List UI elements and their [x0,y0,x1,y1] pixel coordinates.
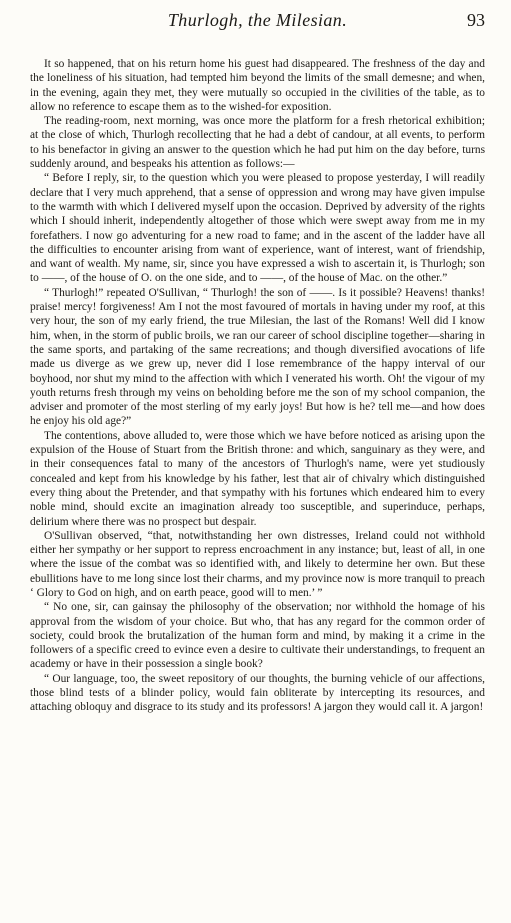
page-header [30,10,485,38]
page-number: 93 [467,10,485,30]
running-title: Thurlogh, the Milesian. [167,10,348,30]
paragraph: It so happened, that on his return home his guest had disappeared. The freshness of the day and the loneliness of his situation, had tempted him beyond the limits of the small demesne; and when, in the evening, again they met, they were mutually so occupied in the civilities of the table, as to allow no reference to escape them as to the wished-for exposition. [30,58,485,113]
paragraph: The reading-room, next morning, was once more the platform for a fresh rhetorical exhibition; at the close of which, Thurlogh recollecting that he had a debt of candour, at all events, to perform to his benefactor in giving an answer to the question which he had put him on the day before, turns suddenly around, and bespeaks his attention as follows:— [30,115,485,171]
paragraph: “ Before I reply, sir, to the question which you were pleased to propose yesterday, I will readily declare that I very much apprehend, that a sense of oppression and wrong may have given impulse to the warmth with which I delivered myself upon the occasion. Deprived by adversity of the rights which I should inherit, independently altogether of those which were swept away from me in my forefathers. I now go adventuring for a new road to fame; and in the ascent of the ladder have all the difficulties to encounter arising from want of experience, want of interest, want of friendship, and want of wealth. My name, sir, since you have expressed a wish to ascertain it, is Thurlogh; son to ——, of the house of O. on the one side, and to ——, of the house of Mac. on the other.” [30,172,485,285]
paragraph: O'Sullivan observed, “that, notwithstanding her own distresses, Ireland could not withhold either her sympathy or her support to repress encroachment in any instance; but, least of all, in one where the issue of the combat was so identified with, and likely to determine her own. But these ebullitions have to me long since lost their charms, and my province now is more tranquil to preach ‘ Glory to God on high, and on earth peace, good will to men.’ ” [30,529,485,599]
body-text [30,57,485,715]
paragraph: “ Our language, too, the sweet repository of our thoughts, the burning vehicle of our affections, those blind tests of a blinder policy, would fain obliterate by intercepting its resources, and attaching obloquy and disgrace to its study and its professors! A jargon they would call it. A jargon! [30,672,485,714]
paragraph: “ No one, sir, can gainsay the philosophy of the observation; nor withhold the homage of his approval from the wisdom of your choice. But who, that has any regard for the common order of society, could brook the brutalization of the human form and mind, by making it a crime in the followers of a specific creed to evince even a desire to cultivate their understandings, to frequent an academy or have in their possession a single book? [30,601,485,671]
paragraph: “ Thurlogh!” repeated O'Sullivan, “ Thurlogh! the son of ——. Is it possible? Heavens! thanks! praise! mercy! forgiveness! Am I not the most favoured of mortals in having under my roof, at this very hour, the son of my early friend, the true Milesian, the last of the Romans! Well did I know him, when, in the storm of public broils, we ran our career of school discipline together—sharing in the same sports, and partaking of the same recreations; and though diversified avocations of life made us diverge as we grew up, never did I lose remembrance of the happy interval of our boyhood, nor shut my mind to the affection with which I venerated his worth. Oh! the vigour of my youth returns fresh through my veins on beholding before me the son of my school companion, the adviser and promoter of the most sterling of my early joys! But how is he? tell me—and how does he enjoy his old age?” [30,286,485,428]
paragraph: The contentions, above alluded to, were those which we have before noticed as arising upon the expulsion of the House of Stuart from the British throne: and which, sanguinary as they were, and in their consequences fatal to many of the ancestors of Thurlogh's name, were yet studiously concealed and kept from his knowledge by his father, lest that air of chivalry which distinguished every thing about the Pretender, and that sympathy with his fortunes which endeared him to every noble mind, should excite an imagination already too susceptible, and superinduce, perhaps, delirium where there was no prospect but despair. [30,429,485,528]
